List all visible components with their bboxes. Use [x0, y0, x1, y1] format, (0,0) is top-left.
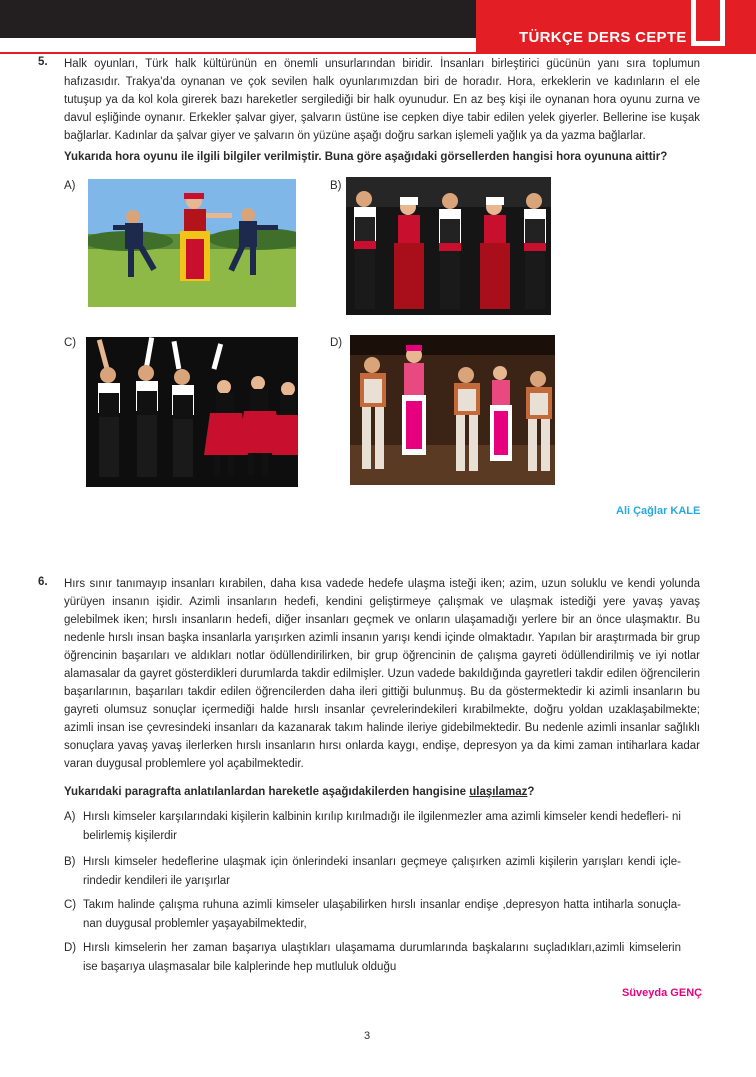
header-logo-mark: [720, 0, 725, 46]
option-d-photo[interactable]: [350, 335, 555, 485]
stem-underlined-word: ulaşılamaz: [469, 786, 528, 798]
header-divider: [0, 52, 756, 54]
header-dark-bar: [0, 0, 476, 38]
option-b-photo[interactable]: [346, 177, 551, 315]
option-label-d: D): [330, 337, 343, 349]
option-a-photo[interactable]: [88, 179, 296, 307]
answer-text: Hırslı kimseler karşılarındaki kişilerin kalbinin kırılıp kırılmadığı ile ilgilenmezler ama azimli kimseler kendi hedefleri- ni belirlemiş kişilerdir: [83, 811, 681, 842]
header-logo-mark: [691, 0, 696, 46]
option-label-b: B): [330, 180, 342, 192]
option-label-c: C): [64, 337, 77, 349]
stem-punctuation: ?: [527, 786, 535, 798]
question-paragraph: Hırs sınır tanımayıp insanları kırabilen, daha kısa vadede hedefe ulaşma isteği iken; azim, uzun soluklu ve kendi yolunda yürüyen insanın işidir. Azimli insanların hedefi, kendini geliştirmeye çalışmak ve ulaşmak istediği yere yavaş yavaş gelebilmek iken; hırslı insanların hedefi, diğer insanları geçmek ve onların ulaşamadığı yerlere bir an önce ulaşmaktır. Bu nedenle hırslı insan başka insanlarla yarışırken azimli insanın yarışı kendi içinde olmaktadır. Yapılan bir araştırmada bir grup öğrencinin başarıları ve aldıkları notlar ödüllendirilirken, bir grup öğrencinin de çalışma gayreti ödüllendirilmiş ve iyi notlar alamasalar da gayret gösterdikleri durumlarda takdir edilmişler. Uzun vadede bakıldığında gayretleri takdir edilen öğrencilerin başarılarının, başarıları takdir edilen öğrencilerden daha ileri gittiği bulunmuş. Bu da göstermektedir ki azimli insanların bu gayreti olumsuz sonuçlar içermediği halde hırslı insanlar çevrelerindekileri kırabilmekte, doğru yoldan uzaklaşabilmekte; azimli insan ise çevresindeki insanları da kazanarak takım halinde ileriye gidebilmektedir. Bu nedenle azimli insanlar sağlıklı sonuçlara yavaş yavaş ilerlerken hırslı insanların hırsı onlarda kaygı, endişe, depresyon ya da kimi zaman intiharlara kadar varan duygusal problemlere yol açabilmektedir.: [64, 578, 700, 770]
author-name: Süveyda GENÇ: [622, 987, 703, 999]
answer-text: Takım halinde çalışma ruhuna azimli kimseler ulaşabilirken hırslı insanlar endişe ,depresyon hatta intiharla sonuçla- nan duygusal problemler yaşayabilmektedir,: [83, 899, 681, 930]
page-number: 3: [364, 1030, 371, 1042]
answer-label: A): [64, 811, 76, 823]
question-stem: [64, 786, 704, 798]
header-logo-mark: [691, 41, 725, 46]
answer-label: C): [64, 899, 77, 911]
option-c-photo[interactable]: [86, 337, 298, 487]
option-label-a: A): [64, 180, 76, 192]
answer-label: D): [64, 942, 77, 954]
answer-text: Hırslı kimseler hedeflerine ulaşmak için önlerindeki insanları geçmeye çalışırken azimli kişilerin yarışları kendi içle- rindedir kendileri ile yarışırlar: [83, 856, 681, 887]
question-paragraph: Halk oyunları, Türk halk kültürünün en önemli unsurlarından biridir. İnsanları birleştirici gücünün yanı sıra toplumun hafızasıdır. Trakya'da oynanan ve çok sevilen halk oyunlarımızdan biri de horadır. Hora, erkeklerin ve kadınların el ele tutuşup ya da kol kola girerek bazı hareketler sergilediği bir halk oyunudur. En az beş kişi ile oynanan hora oyunu zurna ve davul eşliğinde oynanır. Erkekler şalvar giyer, şalvarın üstüne ise cepken diye tabir edilen yelek giyerler. Bellerine ise kuşak bağlarlar. Kadınlar da şalvar giyer ve şalvarın ön yüzüne aşağı doğru sarkan işlemeli yağlık ya da yazma bağlarlar.: [64, 58, 700, 142]
header-title: TÜRKÇE DERS CEPTE: [519, 29, 687, 46]
answer-text: Hırslı kimselerin her zaman başarıya ulaştıkları ulaşamama durumlarında başkalarını suçladıkları,azimli kimselerin ise başarıya ulaşmasalar bile kalplerinde hep mutluluk olduğu: [83, 942, 681, 973]
question-number: 5.: [38, 56, 48, 68]
author-name: Ali Çağlar KALE: [616, 505, 701, 517]
question-stem: Yukarıda hora oyunu ile ilgili bilgiler verilmiştir. Buna göre aşağıdaki görsellerden hangisi hora oyununa aittir?: [64, 151, 668, 163]
stem-text: Yukarıdaki paragrafta anlatılanlardan hareketle aşağıdakilerden hangisine: [64, 786, 470, 798]
answer-label: B): [64, 856, 76, 868]
question-number: 6.: [38, 576, 48, 588]
